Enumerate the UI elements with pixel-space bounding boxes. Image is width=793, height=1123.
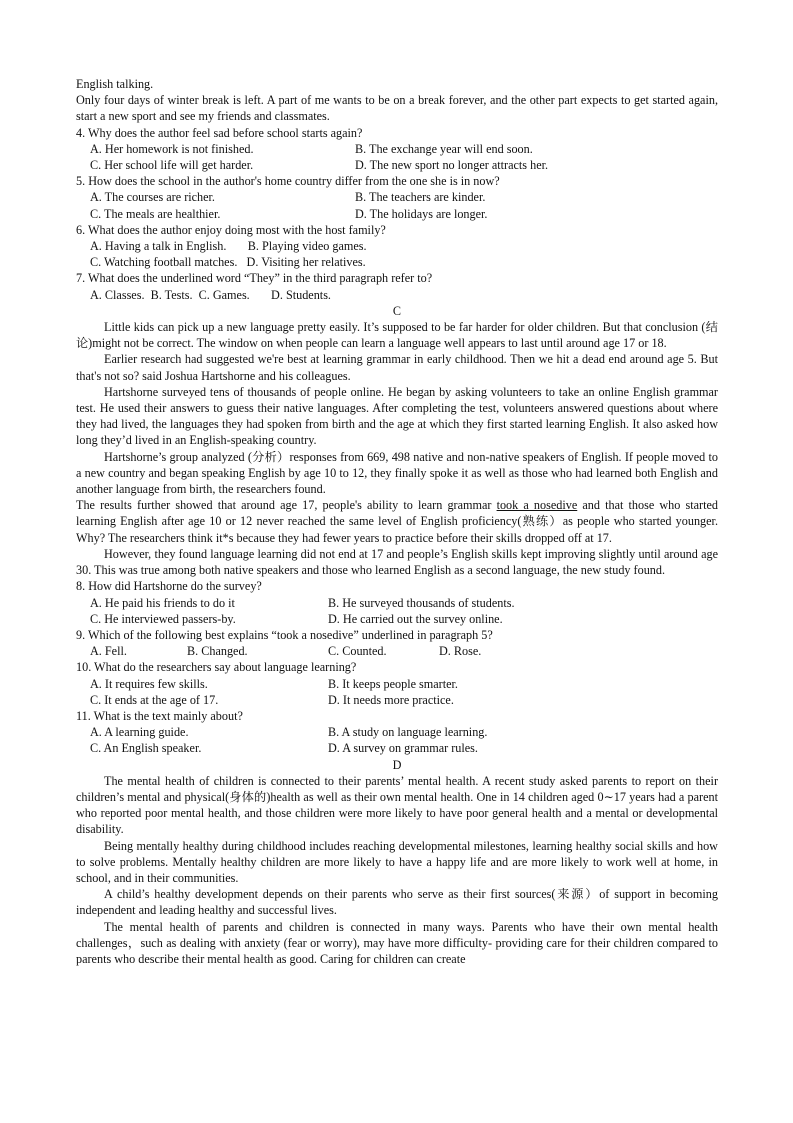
question-4: 4. Why does the author feel sad before school starts again? [76, 125, 363, 140]
option-a: A. Her homework is not finished. [90, 141, 254, 156]
option-d: D. A survey on grammar rules. [328, 741, 478, 756]
question-5-options [76, 189, 718, 221]
section-c-paragraph-4: Hartshorne’s group analyzed (分析）responses from 669, 498 native and non-native speakers of English. If people moved to a new country and began speaking English by age 10 to 12, they finally spoke it as well as those who had learned both English and another language from birth, the researchers found. [76, 449, 718, 497]
exam-page [76, 76, 718, 967]
section-c-label: C [392, 303, 402, 318]
option-d: D. The new sport no longer attracts her. [355, 158, 549, 173]
section-c-paragraph-3: Hartshorne surveyed tens of thousands of people online. He began by asking volunteers to take an online English grammar test. He used their answers to guess their native languages. After completing the test, volunteers answered questions about where they had lived, the languages they had spoken from birth and the age at which they first started learning English. It also asked how long they’d lived in an English-speaking country. [76, 384, 718, 448]
section-c-paragraph-5 [76, 497, 718, 546]
question-9: 9. Which of the following best explains “took a nosedive” underlined in paragraph 5? [76, 627, 493, 642]
question-10: 10. What do the researchers say about language learning? [76, 660, 357, 675]
option-a: A. He paid his friends to do it [90, 595, 235, 610]
section-c-paragraph-1: Little kids can pick up a new language pretty easily. It’s supposed to be far harder for older children. But that conclusion (结论)might not be correct. The window on when people can learn a language well appears to last until around age 17 or 18. [76, 320, 718, 351]
option-a: A. The courses are richer. [90, 190, 215, 205]
question-11-options [76, 724, 718, 756]
question-10-options [76, 676, 718, 708]
option-c: C. The meals are healthier. [90, 206, 221, 221]
section-d-paragraph-4: The mental health of parents and children is connected in many ways. Parents who have their own mental health challenges，such as dealing with anxiety (fear or worry), may have more difficulty- providing care for their children compared to parents who describe their mental health as good. Caring for children can create [76, 919, 718, 966]
option-b: B. The teachers are kinder. [355, 190, 486, 205]
section-d-paragraph-3: A child’s healthy development depends on their parents who serve as their first sources(来源）of support in becoming independent and leading healthy and successful lives. [76, 887, 718, 918]
option-d: D. The holidays are longer. [355, 206, 488, 221]
section-c-paragraph-2: Earlier research had suggested we're best at learning grammar in early childhood. Then we hit a dead end around age 5. But that's not so? said Joshua Hartshorne and his colleagues. [76, 352, 718, 383]
passage-b-paragraph: Only four days of winter break is left. A part of me wants to be on a break forever, and the other part expects to get started again, start a new sport and see my friends and classmates. [76, 93, 718, 124]
question-6-options-row2: C. Watching football matches. D. Visiting her relatives. [90, 255, 366, 270]
option-b: B. It keeps people smarter. [328, 676, 458, 691]
question-8: 8. How did Hartshorne do the survey? [76, 579, 262, 594]
section-d-paragraph-2: Being mentally healthy during childhood includes reaching developmental milestones, learning healthy social skills and how to solve problems. Mentally healthy children are more likely to have a happy life and are more likely to work well at home, in school, and in their communities. [76, 838, 718, 885]
question-4-options [76, 141, 718, 173]
option-c: C. Counted. [328, 644, 387, 659]
question-6-options-row1: A. Having a talk in English. B. Playing video games. [90, 239, 367, 254]
option-a: A. Fell. [90, 644, 127, 659]
option-b: B. A study on language learning. [328, 725, 488, 740]
option-a: A. A learning guide. [90, 725, 189, 740]
question-9-options [76, 643, 718, 659]
p5-text-end: and that those who started learning English after age 10 or 12 never reached the same level of English proficiency(熟练）as people who started younger. Why? The researchers think it*s because they had fewer years to practice before their skills dropped off at 17. [76, 498, 718, 545]
passage-b-line: English talking. [76, 77, 154, 91]
option-d: D. It needs more practice. [328, 692, 454, 707]
option-c: C. He interviewed passers-by. [90, 611, 236, 626]
p5-text-start: The results further showed that around age 17, people's ability to learn grammar [76, 498, 497, 513]
option-b: B. He surveyed thousands of students. [328, 595, 515, 610]
question-7-options: A. Classes. B. Tests. C. Games. D. Students. [90, 287, 331, 302]
section-d-label: D [392, 757, 402, 772]
section-c-paragraph-6: However, they found language learning did not end at 17 and people’s English skills kept improving slightly until around age 30. This was true among both native speakers and those who learned English as a second language, the new study found. [76, 546, 718, 578]
question-8-options [76, 595, 718, 627]
section-d-paragraph-1: The mental health of children is connected to their parents’ mental health. A recent study asked parents to report on their children’s mental and physical(身体的)health as well as their own mental health. One in 14 children aged 0∼17 years had a parent who reported poor mental health, and those children were more likely to have poor general health and a mental or developmental disability. [76, 773, 718, 837]
question-5: 5. How does the school in the author's home country differ from the one she is in now? [76, 174, 500, 189]
option-c: C. Her school life will get harder. [90, 158, 254, 173]
question-6: 6. What does the author enjoy doing most with the host family? [76, 222, 386, 237]
question-11: 11. What is the text mainly about? [76, 708, 243, 723]
option-d: D. He carried out the survey online. [328, 611, 503, 626]
option-b: B. The exchange year will end soon. [355, 141, 533, 156]
underlined-phrase: took a nosedive [496, 498, 578, 513]
question-7: 7. What does the underlined word “They” in the third paragraph refer to? [76, 271, 433, 286]
option-b: B. Changed. [187, 644, 248, 659]
option-c: C. An English speaker. [90, 741, 202, 756]
option-a: A. It requires few skills. [90, 676, 208, 691]
option-c: C. It ends at the age of 17. [90, 692, 219, 707]
option-d: D. Rose. [439, 644, 482, 659]
